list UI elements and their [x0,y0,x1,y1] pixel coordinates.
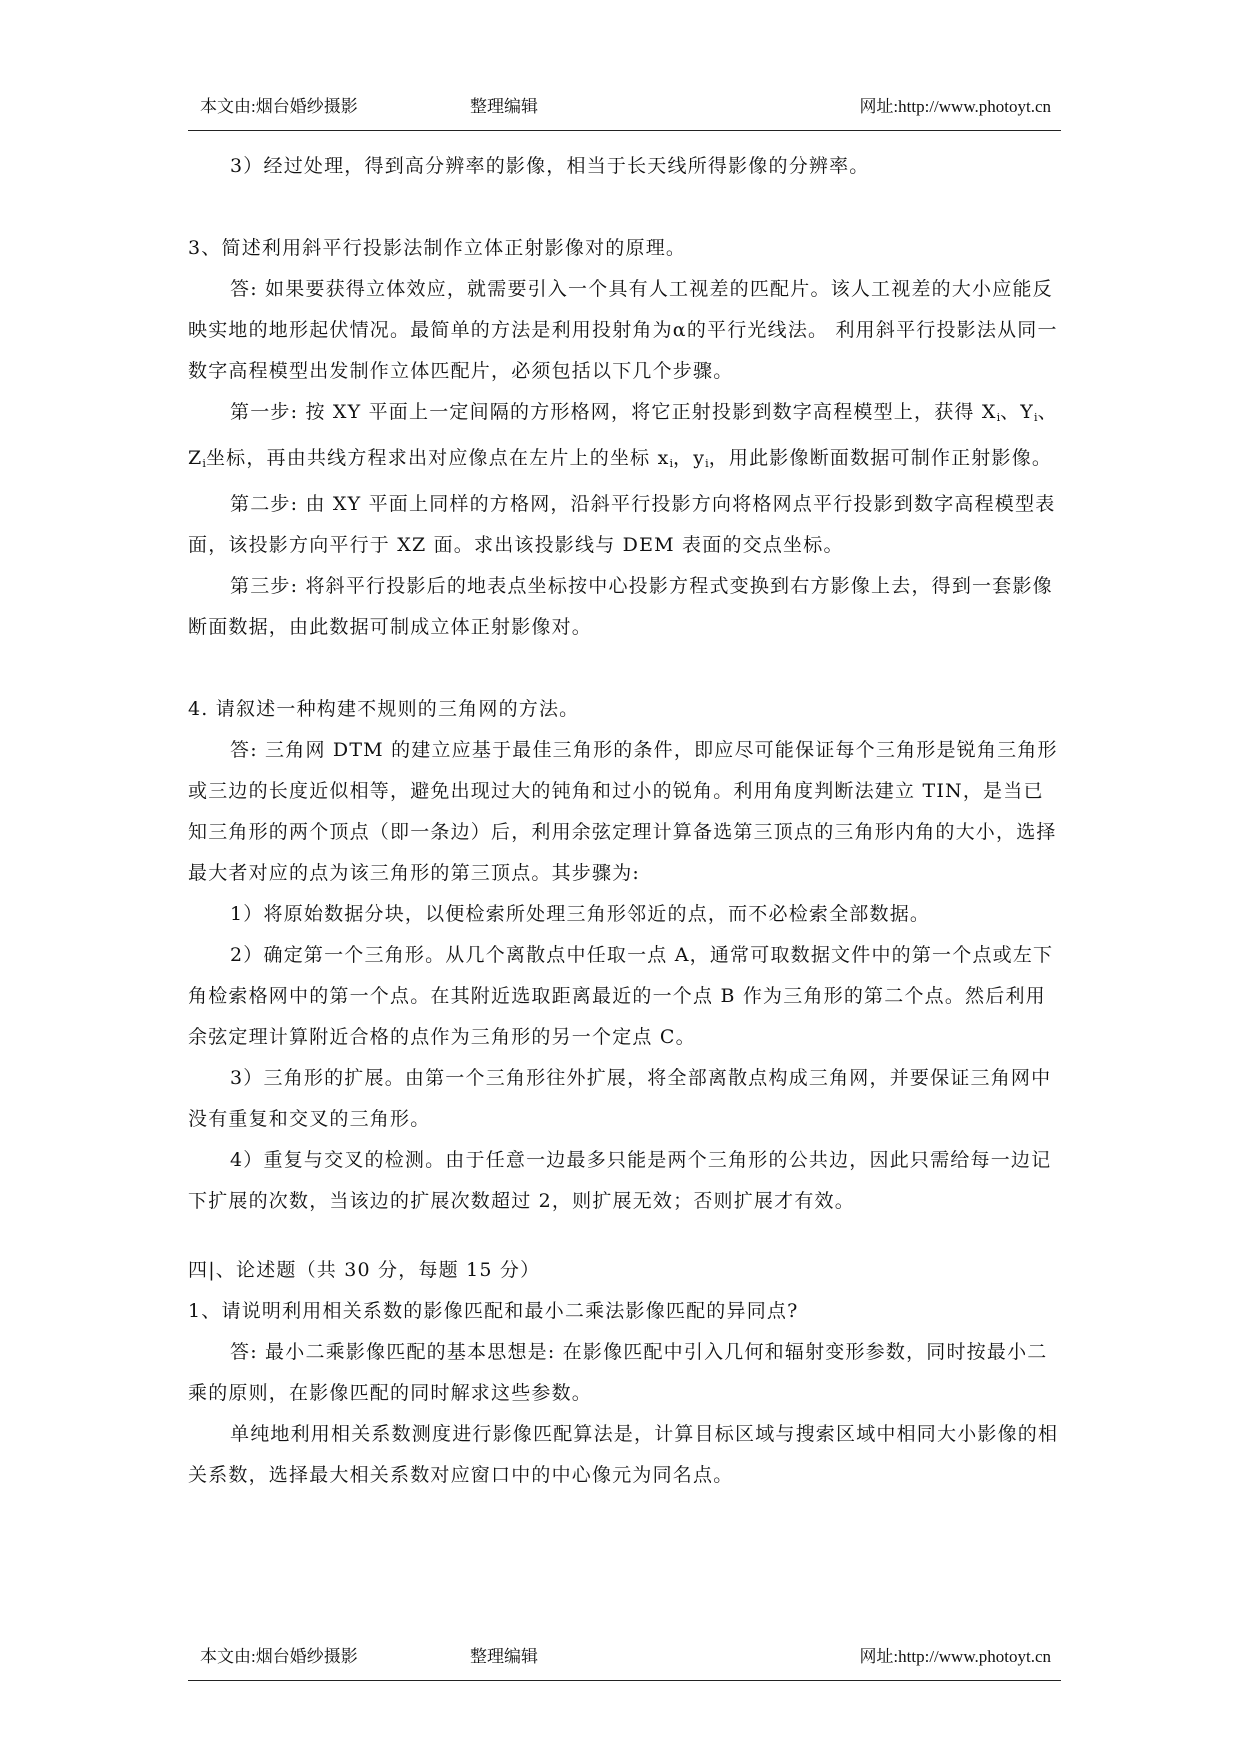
step-2-paragraph: 第二步: 由 XY 平面上同样的方格网，沿斜平行投影方向将格网点平行投影到数字高程模型表面，该投影方向平行于 XZ 面。求出该投影线与 DEM 表面的交点坐标。 [188,493,1056,556]
question-4-step-3: 3）三角形的扩展。由第一个三角形往外扩展，将全部离散点构成三角网，并要保证三角网中没有重复和交叉的三角形。 [188,1067,1052,1130]
footer-source: 本文由:烟台婚纱摄影 [200,1647,358,1666]
document-body [188,146,1061,1496]
question-3-answer: 答: 如果要获得立体效应，就需要引入一个具有人工视差的匹配片。该人工视差的大小应能反映实地的地形起伏情况。最简单的方法是利用投射角为α的平行光线法。 利用斜平行投影法从同一数字高程模型出发制作立体匹配片，必须包括以下几个步骤。 [188,278,1058,382]
section-4-question-1-answer-1: 答: 最小二乘影像匹配的基本思想是: 在影像匹配中引入几何和辐射变形参数，同时按最小二乘的原则，在影像匹配的同时解求这些参数。 [188,1341,1048,1404]
question-4-step-2: 2）确定第一个三角形。从几个离散点中任取一点 A，通常可取数据文件中的第一个点或左下角检索格网中的第一个点。在其附近选取距离最近的一个点 B 作为三角形的第二个点。然后利用余弦定理计算附近合格的点作为三角形的另一个定点 C。 [188,944,1054,1048]
question-4-answer: 答: 三角网 DTM 的建立应基于最佳三角形的条件，即应尽可能保证每个三角形是锐角三角形或三边的长度近似相等，避免出现过大的钝角和过小的锐角。利用角度判断法建立 TIN，是当已知三角形的两个顶点（即一条边）后，利用余弦定理计算备选第三顶点的三角形内角的大小，选择最大者对应的点为该三角形的第三顶点。其步骤为: [188,739,1058,884]
page-footer [188,1636,1061,1681]
header-editor-note: 整理编辑 [470,97,538,116]
question-3-title: 3、简述利用斜平行投影法制作立体正射影像对的原理。 [188,237,687,259]
step-3-paragraph: 第三步: 将斜平行投影后的地表点坐标按中心投影方程式变换到右方影像上去，得到一套影像断面数据，由此数据可制成立体正射影像对。 [188,575,1053,638]
paragraph-item-3: 3）经过处理，得到高分辨率的影像，相当于长天线所得影像的分辨率。 [230,155,870,177]
question-4-title: 4. 请叙述一种构建不规则的三角网的方法。 [188,698,580,720]
section-4-question-1-answer-2: 单纯地利用相关系数测度进行影像匹配算法是，计算目标区域与搜索区域中相同大小影像的相关系数，选择最大相关系数对应窗口中的中心像元为同名点。 [188,1423,1059,1486]
header-source: 本文由:烟台婚纱摄影 [200,97,358,116]
page-header [188,86,1061,131]
step-1-paragraph: 第一步: 按 XY 平面上一定间隔的方形格网，将它正射投影到数字高程模型上，获得 $X_i$、$Y_i$、$Z_i$坐标，再由共线方程求出对应像点在左片上的坐标 $x_i$，$y_i$，用此影像断面数据可制作正射影像。 [188,401,1058,470]
question-4-step-4: 4）重复与交叉的检测。由于任意一边最多只能是两个三角形的公共边，因此只需给每一边记下扩展的次数，当该边的扩展次数超过 2，则扩展无效；否则扩展才有效。 [188,1149,1052,1212]
question-4-step-1: 1）将原始数据分块，以便检索所处理三角形邻近的点，而不必检索全部数据。 [230,903,931,925]
footer-editor-note: 整理编辑 [470,1647,538,1666]
section-4-title: 四|、论述题（共 30 分，每题 15 分） [188,1259,541,1281]
footer-website: 网址:http://www.photoyt.cn [859,1647,1051,1666]
section-4-question-1-title: 1、请说明利用相关系数的影像匹配和最小二乘法影像匹配的异同点? [188,1300,799,1322]
header-website: 网址:http://www.photoyt.cn [859,97,1051,116]
